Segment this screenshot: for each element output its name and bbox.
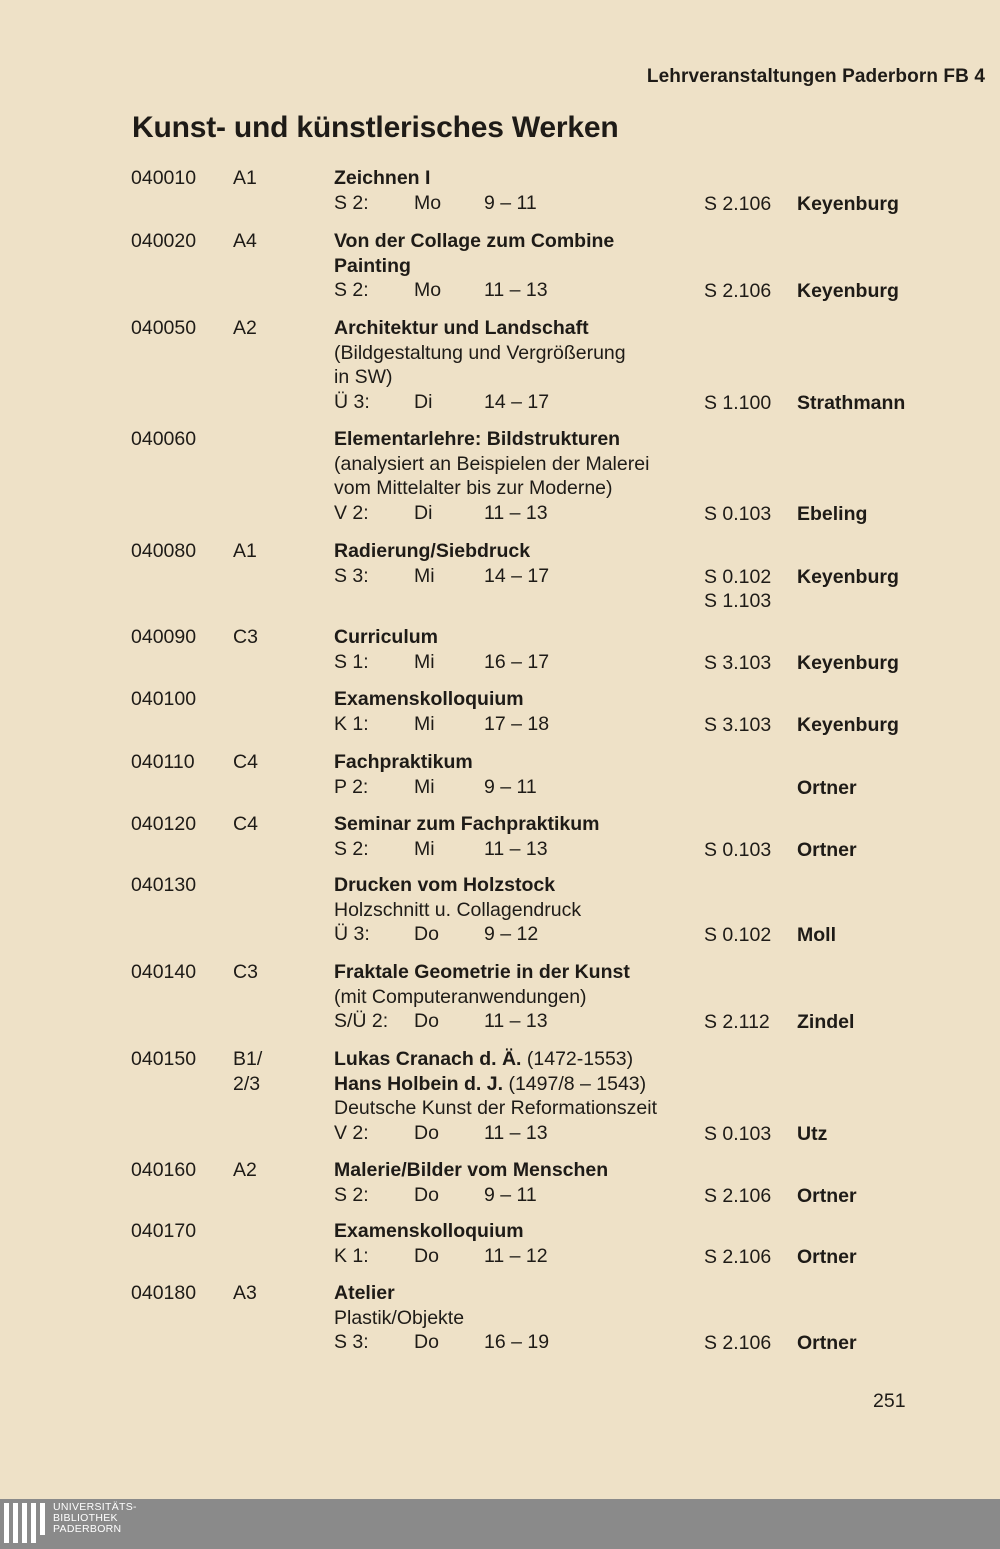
course-day: Do <box>414 923 439 946</box>
course-body <box>334 873 704 946</box>
course-room: S 1.103 <box>704 590 772 613</box>
course-schedule <box>334 1121 704 1146</box>
course-number: 040170 <box>131 1220 197 1242</box>
course-schedule <box>334 922 704 947</box>
course-instructor: Ortner <box>797 838 857 861</box>
course-schedule <box>334 650 704 675</box>
course-schedule <box>334 191 704 216</box>
course-code <box>233 316 257 341</box>
course-body <box>334 960 704 1033</box>
course-instructor: Keyenburg <box>797 565 899 588</box>
course-instructor: Ortner <box>797 1245 857 1268</box>
course-number: 040010 <box>131 167 197 189</box>
course-description: vom Mittelalter bis zur Moderne) <box>334 477 613 500</box>
course-room: S 2.106 <box>704 280 772 303</box>
course-code-line: 2/3 <box>233 1072 261 1095</box>
course-number: 040020 <box>131 230 197 252</box>
course-code <box>233 1158 257 1183</box>
course-number: 040120 <box>131 813 197 835</box>
course-code-line: A4 <box>233 230 257 252</box>
course-instructor: Ortner <box>797 1332 857 1355</box>
course-code <box>233 625 258 650</box>
course-description: Plastik/Objekte <box>334 1306 465 1329</box>
course-title: Fraktale Geometrie in der Kunst <box>334 961 630 983</box>
course-number: 040110 <box>131 751 195 773</box>
page-number: 251 <box>873 1390 906 1412</box>
course-type: V 2: <box>334 501 369 524</box>
course-number: 040080 <box>131 540 197 562</box>
course-schedule <box>334 775 704 800</box>
page-title: Kunst- und künstlerisches Werken <box>132 111 619 144</box>
course-description: (mit Computeranwendungen) <box>334 985 587 1008</box>
running-header: Lehrveranstaltungen Paderborn FB 4 <box>646 66 985 87</box>
course-hours: 11 – 12 <box>484 1244 548 1267</box>
course-number: 040050 <box>131 317 197 339</box>
course-body <box>334 316 704 413</box>
course-instructor: Ortner <box>797 776 857 799</box>
course-body <box>334 1219 704 1267</box>
course-hours: 9 – 11 <box>484 775 537 798</box>
course-schedule <box>334 1009 704 1034</box>
course-body <box>334 1281 704 1354</box>
course-body <box>334 750 704 798</box>
course-type: S 3: <box>334 1331 369 1354</box>
course-instructor: Ortner <box>797 1184 857 1207</box>
course-type: S 2: <box>334 837 369 860</box>
course-schedule <box>334 712 704 737</box>
course-type: S 3: <box>334 564 369 587</box>
course-title: Zeichnen I <box>334 167 431 189</box>
course-title: Painting <box>334 254 411 277</box>
course-hours: 11 – 13 <box>484 501 548 524</box>
course-room: S 2.106 <box>704 192 772 215</box>
library-logo-icon <box>4 1503 48 1543</box>
course-day: Do <box>414 1121 439 1144</box>
course-schedule <box>334 1183 704 1208</box>
library-name-line: BIBLIOTHEK <box>53 1512 118 1524</box>
course-hours: 14 – 17 <box>484 390 550 413</box>
course-code <box>233 166 257 191</box>
course-code-line: C4 <box>233 813 258 835</box>
course-room: S 3.103 <box>704 651 772 674</box>
course-instructor: Moll <box>797 924 836 947</box>
library-name-line: PADERBORN <box>53 1523 122 1535</box>
course-code <box>233 812 258 837</box>
course-type: Ü 3: <box>334 923 370 946</box>
course-schedule <box>334 1244 704 1269</box>
course-hours: 11 – 13 <box>484 1121 548 1144</box>
course-title: Examenskolloquium <box>334 688 524 710</box>
course-code <box>233 960 258 985</box>
course-type: V 2: <box>334 1121 369 1144</box>
course-day: Mi <box>414 775 435 798</box>
artist-dates: (1497/8 – 1543) <box>503 1072 647 1095</box>
course-instructor: Zindel <box>797 1011 855 1034</box>
course-hours: 11 – 13 <box>484 279 548 302</box>
library-footer <box>0 1499 1000 1549</box>
course-schedule <box>334 501 704 526</box>
course-title: Radierung/Siebdruck <box>334 540 531 562</box>
course-day: Mi <box>414 837 435 860</box>
course-body <box>334 539 704 587</box>
course-instructor: Strathmann <box>797 391 906 414</box>
course-hours: 9 – 11 <box>484 191 537 214</box>
course-code <box>233 539 257 564</box>
course-number: 040060 <box>131 428 197 450</box>
course-hours: 16 – 19 <box>484 1331 550 1354</box>
course-description: Deutsche Kunst der Reformationszeit <box>334 1097 657 1120</box>
course-day: Do <box>414 1183 439 1206</box>
course-room: S 0.102 <box>704 565 772 588</box>
course-title: Elementarlehre: Bildstrukturen <box>334 428 621 450</box>
course-number: 040130 <box>131 874 197 896</box>
course-schedule <box>334 564 704 589</box>
course-day: Mi <box>414 564 435 587</box>
course-hours: 11 – 13 <box>484 837 548 860</box>
course-body <box>334 1158 704 1206</box>
course-code-line: A2 <box>233 317 257 339</box>
course-number: 040150 <box>131 1048 197 1070</box>
course-title: Drucken vom Holzstock <box>334 874 556 896</box>
course-type: S 1: <box>334 650 369 673</box>
course-day: Do <box>414 1331 439 1354</box>
course-code <box>233 750 258 775</box>
course-body <box>334 625 704 673</box>
course-type: Ü 3: <box>334 390 370 413</box>
course-room: S 2.106 <box>704 1332 772 1355</box>
library-name-line: UNIVERSITÄTS- <box>53 1501 137 1513</box>
course-title: Examenskolloquium <box>334 1220 524 1242</box>
course-type: S 2: <box>334 279 369 302</box>
course-day: Do <box>414 1244 439 1267</box>
course-code <box>233 229 257 254</box>
course-room: S 2.106 <box>704 1184 772 1207</box>
course-code-line: A2 <box>233 1159 257 1181</box>
course-hours: 9 – 11 <box>484 1183 537 1206</box>
course-body <box>334 166 704 214</box>
artist-name: Hans Holbein d. J. <box>334 1072 504 1095</box>
course-day: Di <box>414 501 433 524</box>
course-type: K 1: <box>334 712 369 735</box>
course-room: S 1.100 <box>704 391 772 414</box>
course-title <box>334 1047 704 1072</box>
course-schedule <box>334 390 704 415</box>
course-body <box>334 427 704 524</box>
course-schedule <box>334 837 704 862</box>
course-room: S 0.103 <box>704 1122 772 1145</box>
course-hours: 17 – 18 <box>484 712 550 735</box>
course-day: Mo <box>414 191 442 214</box>
course-code-line: A1 <box>233 540 257 562</box>
course-number: 040160 <box>131 1159 197 1181</box>
artist-name: Lukas Cranach d. Ä. <box>334 1048 522 1070</box>
course-body <box>334 812 704 860</box>
course-type: S 2: <box>334 191 369 214</box>
course-day: Mo <box>414 279 442 302</box>
course-body <box>334 687 704 735</box>
course-body <box>334 229 704 302</box>
course-day: Do <box>414 1010 439 1033</box>
course-description: in SW) <box>334 366 393 389</box>
course-day: Di <box>414 390 433 413</box>
course-title: Fachpraktikum <box>334 751 473 773</box>
course-type: S/Ü 2: <box>334 1010 389 1033</box>
course-description: (Bildgestaltung und Vergrößerung <box>334 341 626 364</box>
course-number: 040100 <box>131 688 197 710</box>
course-instructor: Keyenburg <box>797 713 899 736</box>
course-code <box>233 1047 262 1096</box>
course-code-line: A3 <box>233 1282 257 1304</box>
course-type: P 2: <box>334 775 369 798</box>
course-code <box>233 1281 257 1306</box>
course-hours: 9 – 12 <box>484 923 539 946</box>
course-instructor: Keyenburg <box>797 651 899 674</box>
course-title: Malerie/Bilder vom Menschen <box>334 1159 609 1181</box>
course-schedule <box>334 278 704 303</box>
course-hours: 14 – 17 <box>484 564 550 587</box>
course-instructor: Utz <box>797 1122 828 1145</box>
course-code-line: C3 <box>233 961 258 983</box>
course-code-line: C4 <box>233 751 258 773</box>
course-body <box>334 1047 704 1144</box>
course-room: S 2.112 <box>704 1011 770 1034</box>
course-room: S 0.103 <box>704 838 772 861</box>
course-room: S 3.103 <box>704 713 772 736</box>
artist-dates: (1472-1553) <box>521 1048 634 1070</box>
course-title: Atelier <box>334 1282 395 1304</box>
course-room: S 2.106 <box>704 1245 772 1268</box>
course-schedule <box>334 1330 704 1355</box>
course-number: 040140 <box>131 961 197 983</box>
course-number: 040180 <box>131 1282 197 1304</box>
course-number: 040090 <box>131 626 197 648</box>
course-code-line: A1 <box>233 167 257 189</box>
course-type: K 1: <box>334 1244 369 1267</box>
course-description: (analysiert an Beispielen der Malerei <box>334 452 650 475</box>
course-title: Seminar zum Fachpraktikum <box>334 813 600 835</box>
course-title: Curriculum <box>334 626 439 648</box>
course-instructor: Keyenburg <box>797 192 899 215</box>
course-day: Mi <box>414 712 435 735</box>
course-room: S 0.102 <box>704 924 772 947</box>
course-code-line: C3 <box>233 626 258 648</box>
course-type: S 2: <box>334 1183 369 1206</box>
course-description: Holzschnitt u. Collagendruck <box>334 898 582 921</box>
library-name <box>53 1502 137 1535</box>
course-room: S 0.103 <box>704 502 772 525</box>
course-instructor: Ebeling <box>797 502 868 525</box>
course-title: Architektur und Landschaft <box>334 317 589 339</box>
course-instructor: Keyenburg <box>797 280 899 303</box>
course-code-line: B1/ <box>233 1048 263 1070</box>
course-title <box>334 1072 704 1097</box>
course-hours: 16 – 17 <box>484 650 550 673</box>
course-title: Von der Collage zum Combine <box>334 230 615 252</box>
course-hours: 11 – 13 <box>484 1010 548 1033</box>
course-day: Mi <box>414 650 435 673</box>
